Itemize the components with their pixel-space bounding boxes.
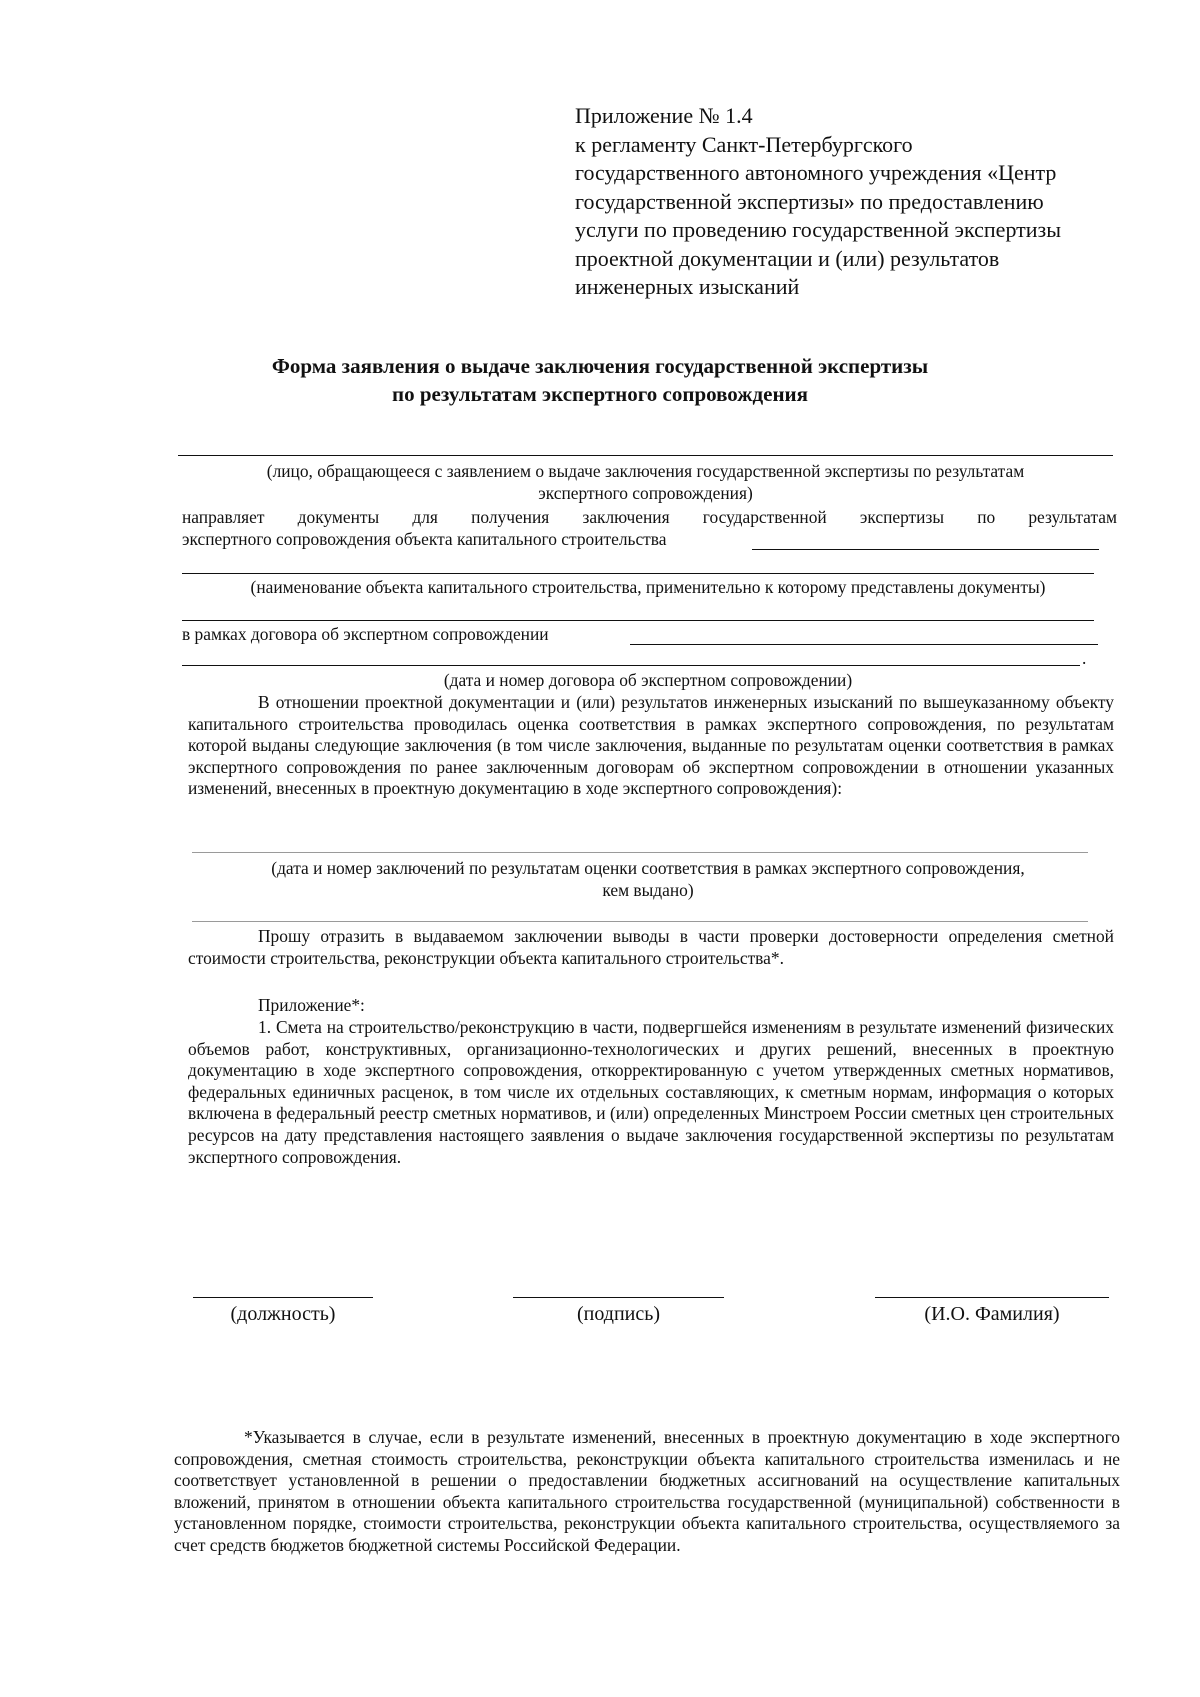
conclusions-field-line-2[interactable] [192,921,1088,922]
applicant-text-line: направляет документы для получения заключения государственной экспертизы по результатам [182,507,1117,527]
sign-label: (подпись) [576,1303,661,1325]
contract-label: в рамках договора об экспертном сопровождении [182,624,549,644]
sign-signature-line[interactable] [513,1297,724,1298]
appendix-line: инженерных изысканий [575,274,800,299]
request-paragraph: Прошу отразить в выдаваемом заключении выводы в части проверки достоверности определения сметной стоимости строительства, реконструкции объекта капитального строительства*. [188,926,1114,968]
appendix-line: государственного автономного учреждения «Центр [575,160,1057,185]
contract-caption: (дата и номер договора об экспертном сопровождении) [443,670,853,690]
appendix-line: проектной документации и (или) результатов [575,245,1000,271]
applicant-text [182,507,1117,550]
attachment-item-1: 1. Смета на строительство/реконструкцию в части, подвергшейся изменениям в результате изменений физических объемов работ, конструктивных, организационно-технологических и других решений, внесенных в проектную документацию в ходе экспертного сопровождения, откорректированную с учетом утвержденных сметных нормативов, федеральных единичных расценок, в том числе их отдельных составляющих, к сметным нормам, информация о которых включена в федеральный реестр сметных нормативов, и (или) определенных Минстроем России сметных цен строительных ресурсов на дату представления настоящего заявления о выдаче заключения государственной экспертизы по результатам экспертного сопровождения. [188,1017,1114,1167]
appendix-line: к регламенту Санкт-Петербургского [575,131,913,157]
appendix-reference [575,102,1135,302]
applicant-caption-line: (лицо, обращающееся с заявлением о выдаче заключения государственной экспертизы по результатам [266,461,1025,481]
contract-field-line[interactable] [630,644,1098,645]
conclusions-field-line[interactable] [192,852,1088,853]
footnote: *Указывается в случае, если в результате изменений, внесенных в проектную документацию в ходе экспертного сопровождения, сметная стоимость строительства, реконструкции объекта капитального строительства изменилась и не соответствует установленной в решении о предоставлении бюджетных ассигнований на осуществление капитальных вложений, принятом в отношении объекта капитального строительства государственной (муниципальной) собственности в установленном порядке, стоимости строительства, реконструкции объекта капитального строительства, осуществляемого за счет средств бюджетов бюджетной системы Российской Федерации. [174,1427,1120,1555]
form-title [140,352,1060,408]
position-signature-line[interactable] [193,1297,373,1298]
applicant-text-line: экспертного сопровождения объекта капитального строительства [182,528,667,549]
appendix-line: услуги по проведению государственной экспертизы [575,217,1062,242]
applicant-field-line[interactable] [178,455,1113,456]
form-title-line: по результатам экспертного сопровождения [391,382,809,406]
object-field-line[interactable] [752,549,1099,550]
contract-period: . [1082,648,1087,668]
conclusions-caption-line: (дата и номер заключений по результатам оценки соответствия в рамках экспертного сопровождения, [271,858,1025,878]
applicant-caption [178,461,1113,504]
object-field-line-2[interactable] [182,573,1094,574]
assessment-paragraph: В отношении проектной документации и (или) результатов инженерных изысканий по вышеуказанному объекту капитального строительства проводилась оценка соответствия в рамках экспертного сопровождения, по результатам которой выданы следующие заключения (в том числе заключения, выданные по результатам оценки соответствия в рамках экспертного сопровождения по ранее заключенным договорам об экспертном сопровождении в отношении указанных изменений, внесенных в проектную документацию в ходе экспертного сопровождения): [188,692,1114,799]
applicant-caption-line: экспертного сопровождения) [538,482,753,503]
name-label: (И.О. Фамилия) [924,1303,1060,1325]
form-title-line: Форма заявления о выдаче заключения государственной экспертизы [271,354,929,378]
position-label: (должность) [230,1303,336,1325]
object-field-line-3[interactable] [182,620,1094,621]
appendix-line: государственной экспертизы» по предоставлению [575,188,1044,214]
name-signature-line[interactable] [875,1297,1109,1298]
conclusions-caption-line: кем выдано) [602,879,694,900]
object-caption: (наименование объекта капитального строительства, применительно к которому представлены документы) [250,577,1046,597]
appendix-line: Приложение № 1.4 [575,103,753,128]
contract-field-line-2[interactable] [182,665,1080,666]
attachment-heading: Приложение*: [258,995,365,1015]
conclusions-caption [178,858,1118,901]
